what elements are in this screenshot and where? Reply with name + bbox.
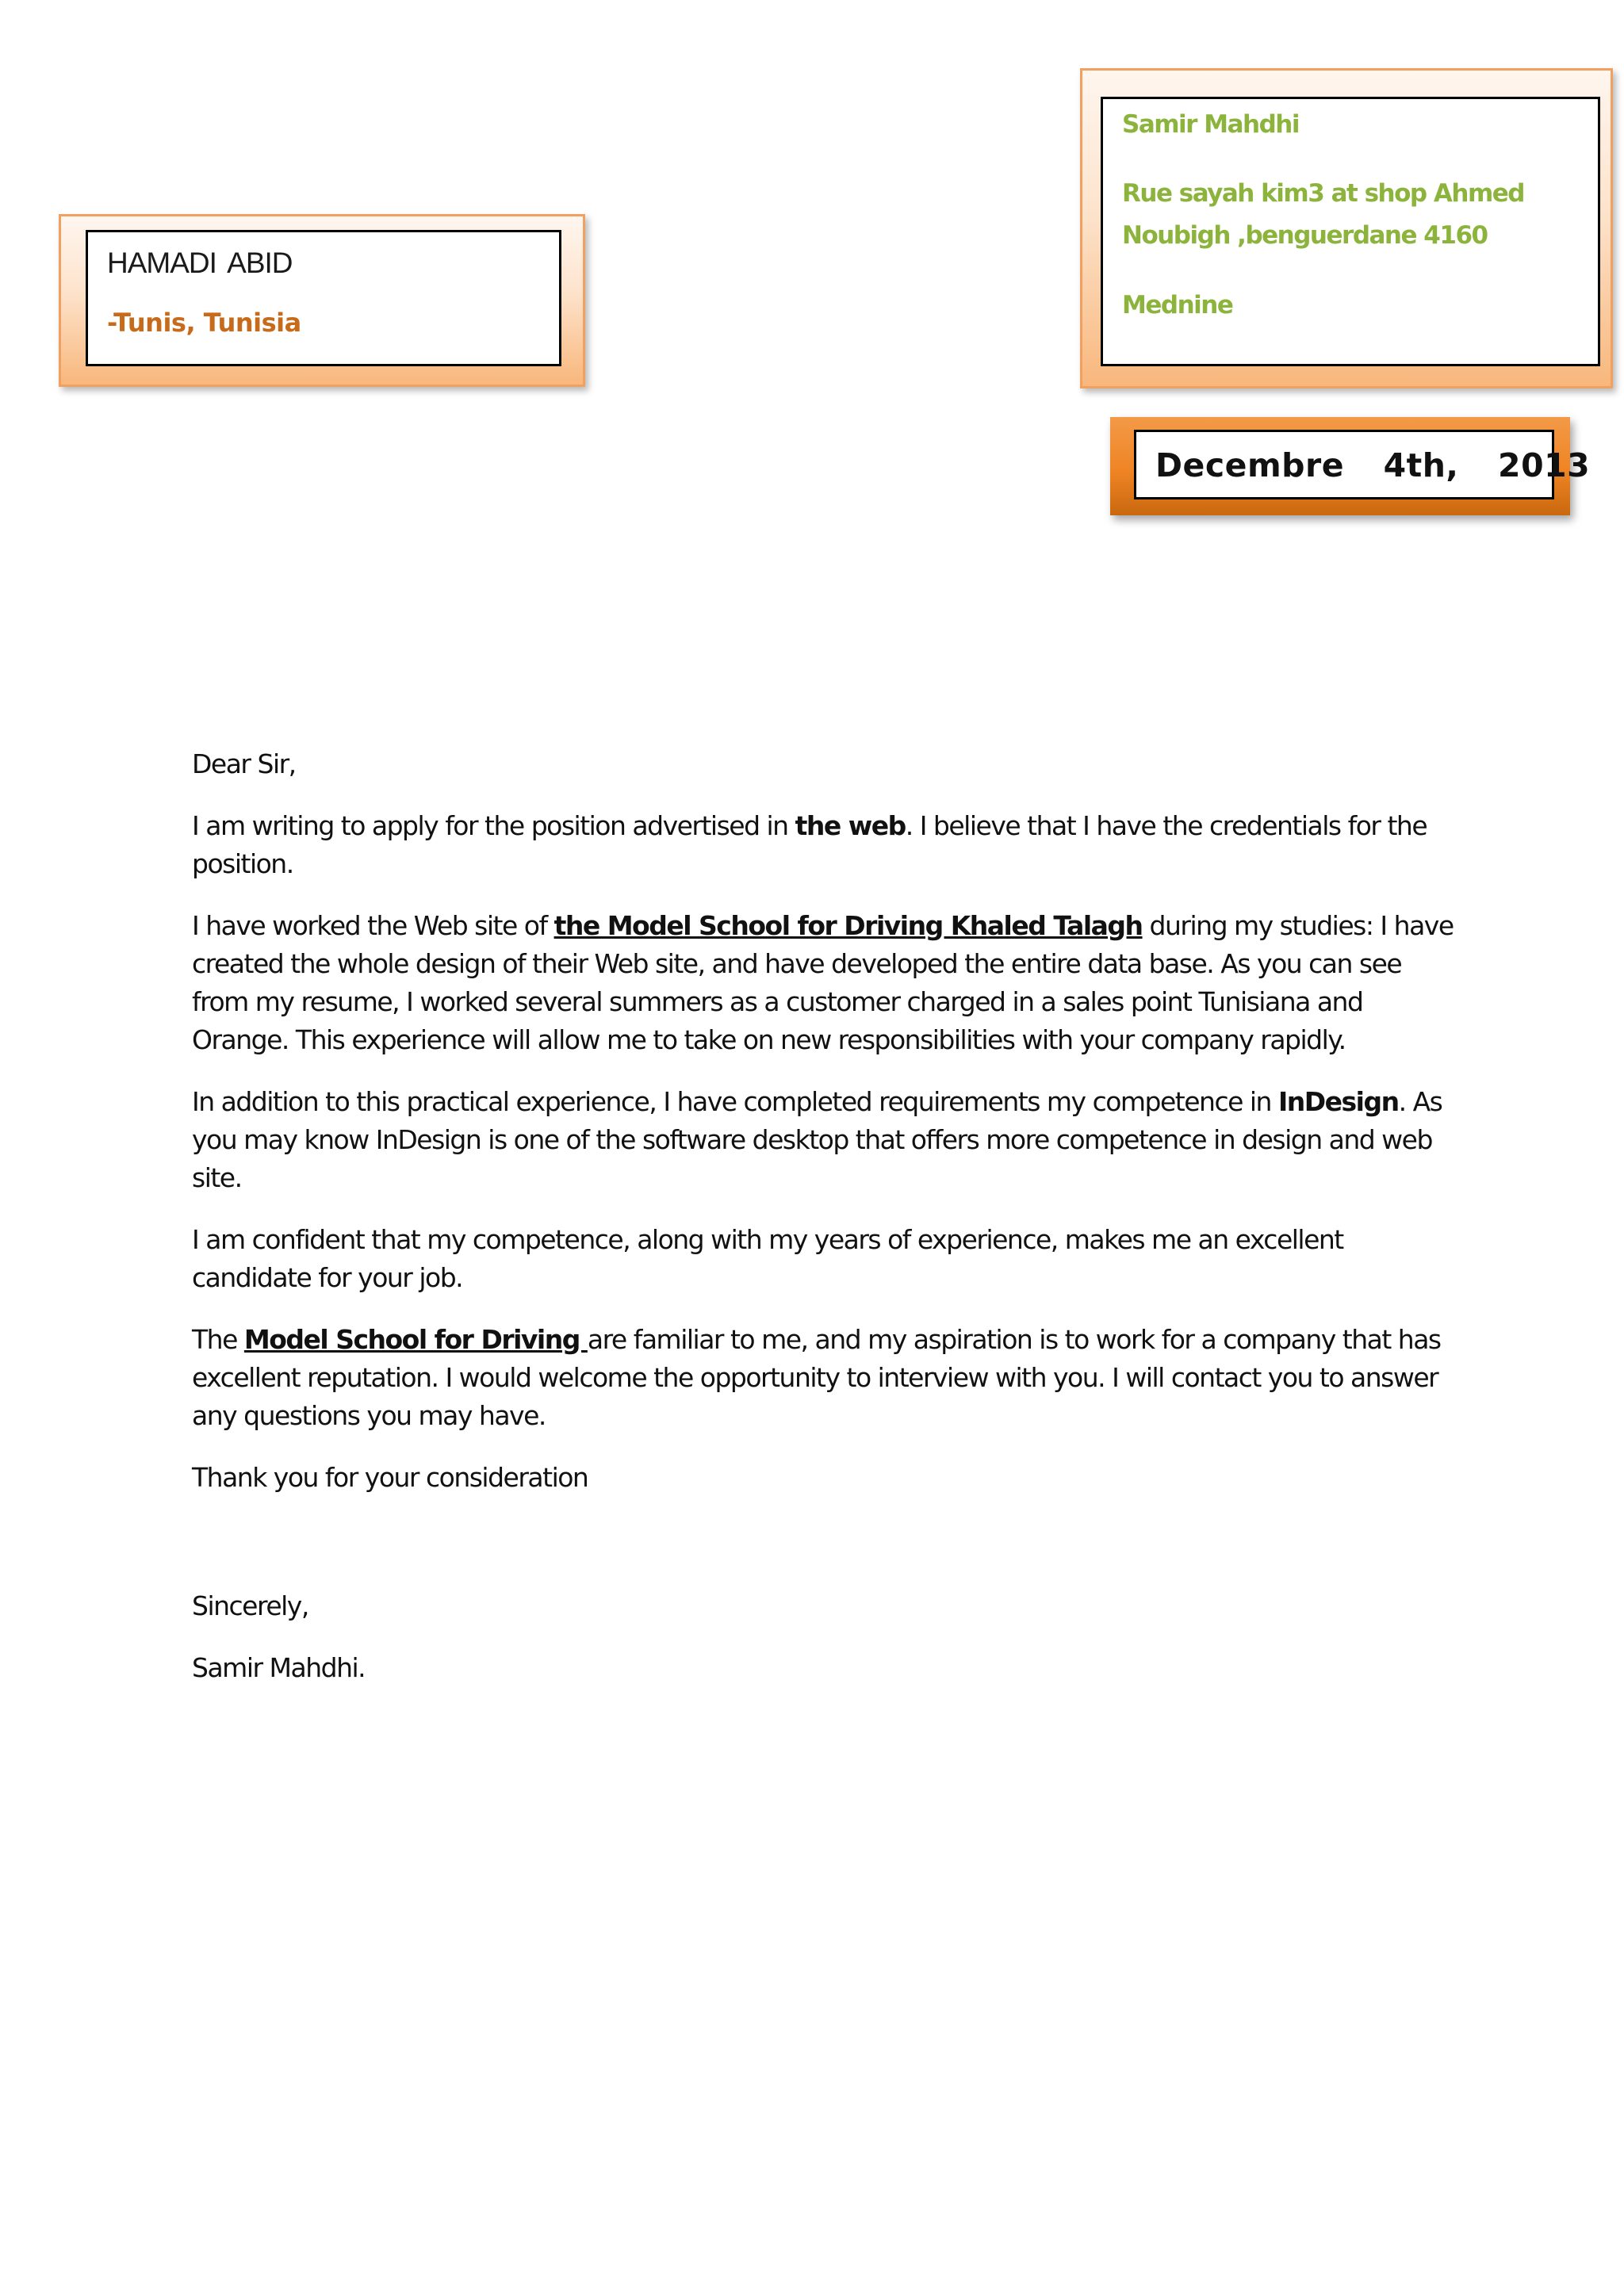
signature: Samir Mahdhi. xyxy=(192,1652,366,1683)
closing: Sincerely, xyxy=(192,1590,308,1621)
paragraph-5-text-b: are familiar to me, and my aspiration is to work for a company that has excellent reputation. I would welcome the opportunity to interview with you. I will contact you to answer any questions you may have. xyxy=(192,1324,1441,1431)
paragraph-3-bold: InDesign xyxy=(1277,1086,1399,1117)
school-name-underlined-2: Model School for Driving xyxy=(243,1324,588,1355)
paragraph-5 xyxy=(192,1321,1461,1435)
paragraph-2-text-a: I have worked the Web site of xyxy=(192,910,554,941)
sender-box xyxy=(86,230,561,366)
paragraph-5-text-a: The xyxy=(192,1324,244,1355)
date-box xyxy=(1134,430,1591,499)
paragraph-3-text-a: In addition to this practical experience, I have completed requirements my competence in xyxy=(192,1086,1278,1117)
recipient-name: Samir Mahdhi xyxy=(1122,110,1299,139)
recipient-box xyxy=(1101,97,1600,366)
recipient-address-line2: Noubigh ,benguerdane 4160 xyxy=(1122,221,1488,250)
paragraph-1 xyxy=(192,807,1461,883)
paragraph-1-text-a: I am writing to apply for the position advertised in xyxy=(192,810,795,841)
closing-spacer xyxy=(192,1521,1461,1587)
sender-frame xyxy=(59,214,585,387)
letter-body xyxy=(192,745,1461,1711)
recipient-frame xyxy=(1080,68,1613,388)
paragraph-3-text-b: . As you may know InDesign is one of the software desktop that offers more competence in design and web site. xyxy=(192,1086,1442,1193)
thanks-line: Thank you for your consideration xyxy=(192,1462,588,1493)
paragraph-2-text-b: during my studies: I have created the whole design of their Web site, and have developed the entire data base. As you can see from my resume, I worked several summers as a customer charged in a sales point Tunisiana and Orange. This experience will allow me to take on new responsibilities with your company rapidly. xyxy=(192,910,1454,1055)
sender-location: -Tunis, Tunisia xyxy=(107,308,301,338)
recipient-city: Mednine xyxy=(1122,291,1233,320)
letter-date: Decembre 4th, 2013 xyxy=(1155,446,1591,484)
recipient-address-line1: Rue sayah kim3 at shop Ahmed xyxy=(1122,179,1524,208)
paragraph-3 xyxy=(192,1083,1461,1197)
paragraph-4: I am confident that my competence, along with my years of experience, makes me an excellent candidate for your job. xyxy=(192,1224,1343,1293)
sender-name: HAMADI ABID xyxy=(107,247,293,279)
salutation: Dear Sir, xyxy=(192,748,296,779)
paragraph-1-text-b: . I believe that I have the credentials for the position. xyxy=(192,810,1427,879)
paragraph-2 xyxy=(192,907,1461,1059)
date-frame xyxy=(1110,417,1591,515)
paragraph-1-bold: the web xyxy=(795,810,906,841)
school-name-underlined: the Model School for Driving Khaled Talagh xyxy=(553,910,1143,941)
